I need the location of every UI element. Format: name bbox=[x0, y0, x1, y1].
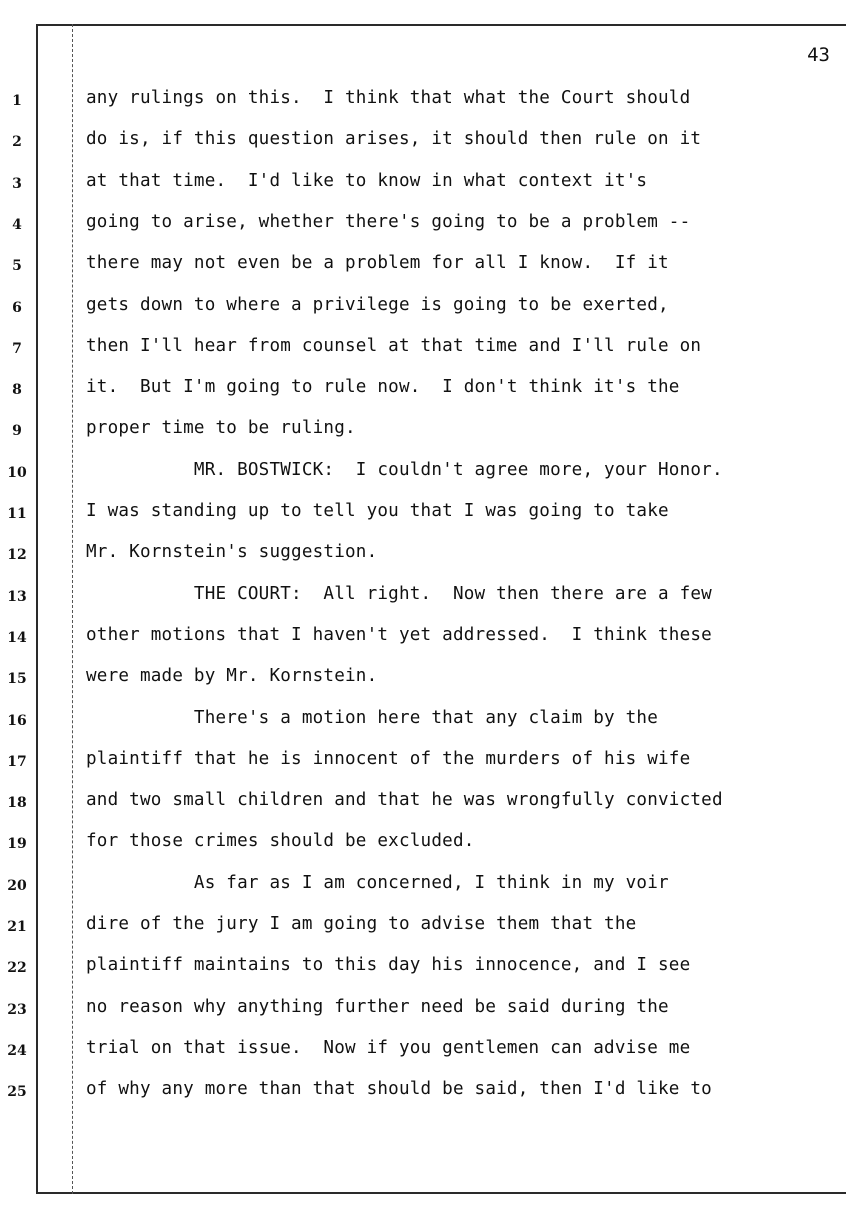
line-number: 24 bbox=[7, 1042, 27, 1059]
line-text: gets down to where a privilege is going to be exerted, bbox=[86, 294, 669, 315]
transcript-line bbox=[0, 745, 860, 786]
line-number: 5 bbox=[12, 258, 22, 275]
line-text: Mr. Kornstein's suggestion. bbox=[86, 542, 378, 563]
transcript-line bbox=[0, 456, 860, 497]
transcript-line bbox=[0, 208, 860, 249]
line-number: 17 bbox=[7, 753, 27, 770]
transcript-line bbox=[0, 414, 860, 455]
line-text: dire of the jury I am going to advise them that the bbox=[86, 914, 637, 934]
transcript-line bbox=[0, 786, 860, 827]
line-text: for those crimes should be excluded. bbox=[86, 831, 475, 852]
line-number: 23 bbox=[7, 1001, 27, 1018]
line-number: 4 bbox=[12, 216, 22, 233]
line-text: no reason why anything further need be said during the bbox=[86, 996, 669, 1017]
transcript-line bbox=[0, 1075, 860, 1116]
line-number: 19 bbox=[7, 836, 27, 853]
transcript-line bbox=[0, 167, 860, 208]
transcript-line bbox=[0, 373, 860, 414]
transcript-line bbox=[0, 704, 860, 745]
transcript-line bbox=[0, 1034, 860, 1075]
line-text: MR. BOSTWICK: I couldn't agree more, your Honor. bbox=[86, 459, 723, 480]
line-number: 2 bbox=[12, 134, 22, 151]
line-number: 11 bbox=[7, 506, 27, 522]
line-text: trial on that issue. Now if you gentlemen can advise me bbox=[86, 1037, 691, 1058]
line-number: 1 bbox=[12, 93, 22, 109]
line-number: 14 bbox=[7, 629, 27, 646]
transcript-line bbox=[0, 910, 860, 951]
page-border-bottom bbox=[36, 1192, 846, 1194]
transcript-line bbox=[0, 951, 860, 992]
line-text: As far as I am concerned, I think in my voir bbox=[86, 872, 669, 893]
line-text: of why any more than that should be said, then I'd like to bbox=[86, 1079, 712, 1100]
line-text: do is, if this question arises, it should then rule on it bbox=[86, 129, 702, 150]
line-number: 7 bbox=[12, 340, 22, 357]
line-text: were made by Mr. Kornstein. bbox=[86, 666, 378, 687]
line-text: other motions that I haven't yet addressed. I think these bbox=[86, 624, 712, 645]
line-number: 3 bbox=[12, 175, 22, 192]
line-text: plaintiff maintains to this day his innocence, and I see bbox=[86, 955, 691, 976]
line-number: 20 bbox=[7, 877, 27, 894]
transcript-line bbox=[0, 827, 860, 868]
transcript-line bbox=[0, 662, 860, 703]
transcript-line bbox=[0, 993, 860, 1034]
line-text: plaintiff that he is innocent of the murders of his wife bbox=[86, 748, 691, 769]
transcript-line bbox=[0, 249, 860, 290]
line-number: 16 bbox=[7, 712, 27, 729]
line-text: any rulings on this. I think that what the Court should bbox=[86, 88, 691, 108]
transcript-line bbox=[0, 580, 860, 621]
line-text: and two small children and that he was wrongfully convicted bbox=[86, 790, 723, 811]
transcript-line bbox=[0, 125, 860, 166]
line-number: 15 bbox=[7, 671, 27, 688]
line-text: there may not even be a problem for all I know. If it bbox=[86, 253, 669, 274]
line-text: going to arise, whether there's going to be a problem -- bbox=[86, 211, 691, 232]
transcript-line bbox=[0, 84, 860, 125]
line-number: 6 bbox=[12, 299, 22, 316]
transcript-line bbox=[0, 332, 860, 373]
line-text: it. But I'm going to rule now. I don't think it's the bbox=[86, 377, 680, 398]
line-number: 18 bbox=[7, 795, 27, 812]
line-text: THE COURT: All right. Now then there are a few bbox=[86, 583, 712, 604]
transcript-line bbox=[0, 497, 860, 538]
line-text: I was standing up to tell you that I was going to take bbox=[86, 501, 669, 521]
line-text: then I'll hear from counsel at that time and I'll rule on bbox=[86, 335, 702, 356]
line-number: 25 bbox=[7, 1084, 27, 1101]
line-number: 12 bbox=[7, 547, 27, 564]
line-number: 8 bbox=[12, 382, 22, 399]
line-number: 10 bbox=[7, 464, 27, 481]
transcript-line bbox=[0, 869, 860, 910]
line-number: 13 bbox=[7, 588, 27, 605]
line-text: proper time to be ruling. bbox=[86, 418, 356, 439]
transcript-line bbox=[0, 538, 860, 579]
line-text: There's a motion here that any claim by the bbox=[86, 707, 658, 728]
line-text: at that time. I'd like to know in what context it's bbox=[86, 170, 648, 191]
page-number: 43 bbox=[807, 44, 830, 66]
line-number: 22 bbox=[7, 960, 27, 977]
transcript-line bbox=[0, 291, 860, 332]
transcript-line bbox=[0, 621, 860, 662]
line-number: 9 bbox=[12, 423, 22, 440]
line-number: 21 bbox=[7, 919, 27, 935]
page-border-top bbox=[36, 24, 846, 26]
